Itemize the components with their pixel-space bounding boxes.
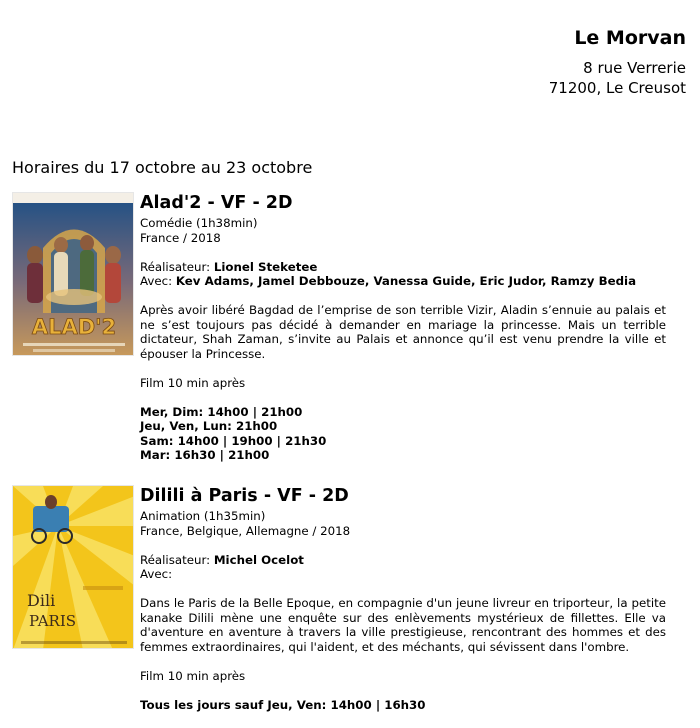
movie-info [140, 485, 666, 712]
poster-title-text-2: PARIS [29, 612, 77, 630]
movie-country: France / 2018 [140, 230, 221, 245]
director-label: Réalisateur: [140, 552, 211, 567]
movie-poster [12, 192, 134, 356]
movie-note: Film 10 min après [140, 375, 246, 390]
movie-cast [140, 567, 666, 582]
showtime-line: Tous les jours sauf Jeu, Ven: 14h00 | 16h30 [140, 697, 426, 712]
director-label: Réalisateur: [140, 259, 211, 274]
movie-title: Dilili à Paris - VF - 2D [140, 486, 349, 506]
showtime-line: Jeu, Ven, Lun: 21h00 [140, 419, 278, 433]
director-name: Michel Ocelot [213, 552, 304, 567]
movie-title: Alad'2 - VF - 2D [140, 193, 293, 213]
movie-synopsis: Après avoir libéré Bagdad de l’emprise de son terrible Vizir, Aladin s’ennuie au palais et ne s’est toujours pas décidé à demander en mariage la princesse. Mais un terrible dictateur, Shah Zaman, s’invite au Palais et annonce qu’il est venu prendre la ville et épouser la Princesse. [140, 303, 666, 361]
cast-label: Avec: [140, 274, 173, 288]
cast-names: Kev Adams, Jamel Debbouze, Vanessa Guide, Eric Judor, Ramzy Bedia [175, 274, 637, 288]
cinema-address-line1: 8 rue Verrerie [583, 59, 686, 77]
movie-cast [140, 274, 666, 289]
cinema-address-line2: 71200, Le Creusot [548, 79, 686, 97]
showtime-line: Mer, Dim: 14h00 | 21h00 [140, 404, 303, 419]
movie-poster [12, 485, 134, 649]
movie-note: Film 10 min après [140, 668, 246, 683]
movie-info [140, 192, 666, 463]
cast-label: Avec: [140, 567, 173, 581]
poster-title-text: ALAD'2 [31, 315, 117, 339]
poster-image-alad2 [13, 193, 134, 356]
cinema-header [549, 26, 686, 98]
movie-director [140, 553, 666, 568]
showtime-line: Sam: 14h00 | 19h00 | 21h30 [140, 433, 327, 448]
poster-image-dilili [13, 486, 134, 649]
director-name: Lionel Steketee [213, 259, 318, 274]
cinema-name: Le Morvan [574, 27, 686, 49]
schedule-range: Horaires du 17 octobre au 23 octobre [12, 158, 313, 177]
poster-title-text: Dili [27, 591, 56, 610]
movie-genre: Animation (1h35min) [140, 509, 266, 523]
movie-country: France, Belgique, Allemagne / 2018 [140, 523, 351, 538]
movie-director [140, 260, 666, 275]
movie-synopsis: Dans le Paris de la Belle Epoque, en compagnie d'un jeune livreur en triporteur, la petite kanake Dilili mène une enquête sur des enlèvements mystérieux de fillettes. Elle va d'aventure en aventure à travers la ville prestigieuse, rencontrant des hommes et des femmes extraordinaires, qui l'aident, et des méchants, qui sévissent dans l'ombre. [140, 596, 666, 654]
showtime-line: Mar: 16h30 | 21h00 [140, 448, 270, 462]
movie-genre: Comédie (1h38min) [140, 216, 258, 230]
